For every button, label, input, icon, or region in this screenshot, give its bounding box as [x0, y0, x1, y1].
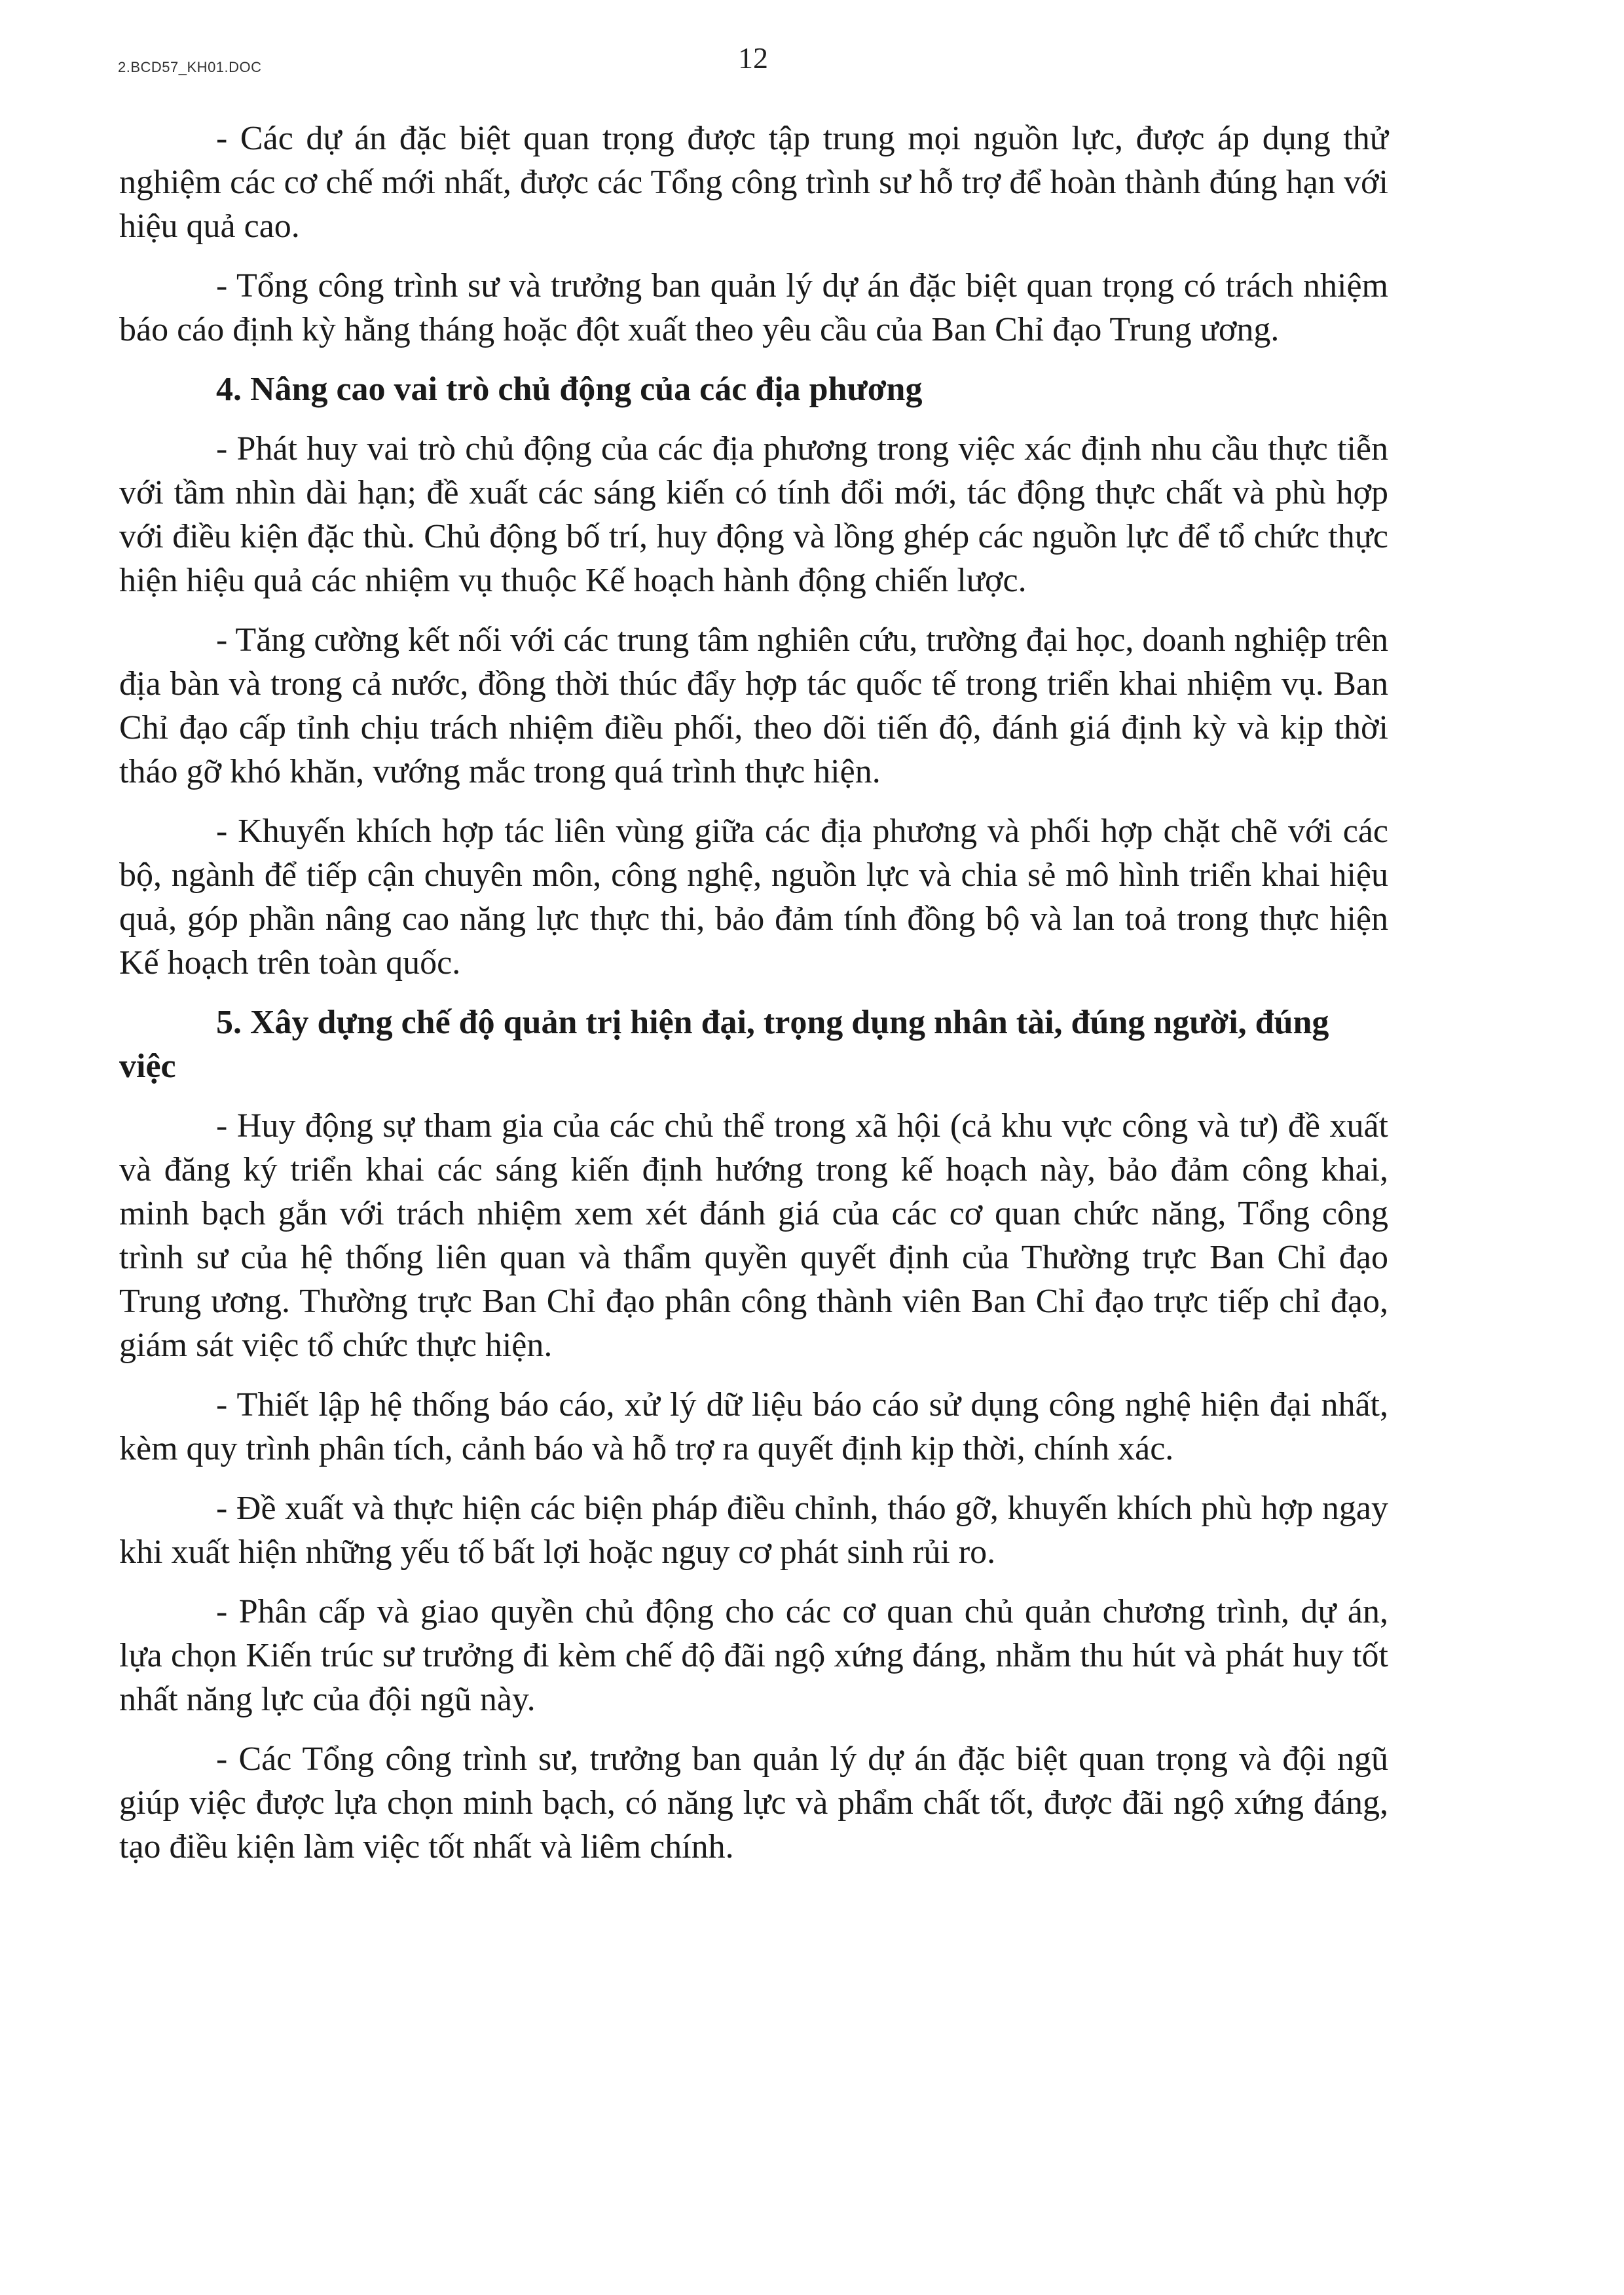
section-heading-5: 5. Xây dựng chế độ quản trị hiện đại, trọng dụng nhân tài, đúng người, đúng việc — [119, 1004, 1329, 1085]
paragraph-research-connection: - Tăng cường kết nối với các trung tâm nghiên cứu, trường đại học, doanh nghiệp trên địa bàn và trong cả nước, đồng thời thúc đẩy hợp tác quốc tế trong triển khai nhiệm vụ. Ban Chỉ đạo cấp tỉnh chịu trách nhiệm điều phối, theo dõi tiến độ, đánh giá định kỳ và kịp thời tháo gỡ khó khăn, vướng mắc trong quá trình thực hiện. — [119, 621, 1388, 790]
paragraph-adjustment-measures: - Đề xuất và thực hiện các biện pháp điều chỉnh, tháo gỡ, khuyến khích phù hợp ngay khi xuất hiện những yếu tố bất lợi hoặc nguy cơ phát sinh rủi ro. — [119, 1490, 1388, 1571]
document-code: 2.BCD57_KH01.DOC — [118, 59, 262, 75]
paragraph-special-projects: - Các dự án đặc biệt quan trọng được tập trung mọi nguồn lực, được áp dụng thử nghiệm các cơ chế mới nhất, được các Tổng công trình sư hỗ trợ để hoàn thành đúng hạn với hiệu quả cao. — [119, 120, 1388, 245]
paragraph-social-participation: - Huy động sự tham gia của các chủ thể trong xã hội (cả khu vực công và tư) đề xuất và đăng ký triển khai các sáng kiến định hướng trong kế hoạch này, bảo đảm công khai, minh bạch gắn với trách nhiệm xem xét đánh giá của các cơ quan chức năng, Tổng công trình sư của hệ thống liên quan và thẩm quyền quyết định của Thường trực Ban Chỉ đạo Trung ương. Thường trực Ban Chỉ đạo phân công thành viên Ban Chỉ đạo trực tiếp chỉ đạo, giám sát việc tổ chức thực hiện. — [119, 1107, 1388, 1364]
paragraph-chief-engineer-reporting: - Tổng công trình sư và trưởng ban quản lý dự án đặc biệt quan trọng có trách nhiệm báo cáo định kỳ hằng tháng hoặc đột xuất theo yêu cầu của Ban Chỉ đạo Trung ương. — [119, 267, 1388, 348]
paragraph-local-initiative: - Phát huy vai trò chủ động của các địa phương trong việc xác định nhu cầu thực tiễn với tầm nhìn dài hạn; đề xuất các sáng kiến có tính đổi mới, tác động thực chất và phù hợp với điều kiện đặc thù. Chủ động bố trí, huy động và lồng ghép các nguồn lực để tổ chức thực hiện hiệu quả các nhiệm vụ thuộc Kế hoạch hành động chiến lược. — [119, 430, 1388, 599]
paragraph-reporting-system: - Thiết lập hệ thống báo cáo, xử lý dữ liệu báo cáo sử dụng công nghệ hiện đại nhất, kèm quy trình phân tích, cảnh báo và hỗ trợ ra quyết định kịp thời, chính xác. — [119, 1386, 1388, 1467]
section-heading-4: 4. Nâng cao vai trò chủ động của các địa phương — [216, 371, 923, 408]
page-number: 12 — [738, 41, 768, 75]
document-body — [119, 117, 1388, 1884]
paragraph-decentralization: - Phân cấp và giao quyền chủ động cho các cơ quan chủ quản chương trình, dự án, lựa chọn Kiến trúc sư trưởng đi kèm chế độ đãi ngộ xứng đáng, nhằm thu hút và phát huy tốt nhất năng lực của đội ngũ này. — [119, 1593, 1388, 1718]
paragraph-interregional-cooperation: - Khuyến khích hợp tác liên vùng giữa các địa phương và phối hợp chặt chẽ với các bộ, ngành để tiếp cận chuyên môn, công nghệ, nguồn lực và chia sẻ mô hình triển khai hiệu quả, góp phần nâng cao năng lực thực thi, bảo đảm tính đồng bộ và lan toả trong thực hiện Kế hoạch trên toàn quốc. — [119, 813, 1388, 982]
paragraph-team-selection: - Các Tổng công trình sư, trưởng ban quản lý dự án đặc biệt quan trọng và đội ngũ giúp việc được lựa chọn minh bạch, có năng lực và phẩm chất tốt, được đãi ngộ xứng đáng, tạo điều kiện làm việc tốt nhất và liêm chính. — [119, 1740, 1388, 1865]
